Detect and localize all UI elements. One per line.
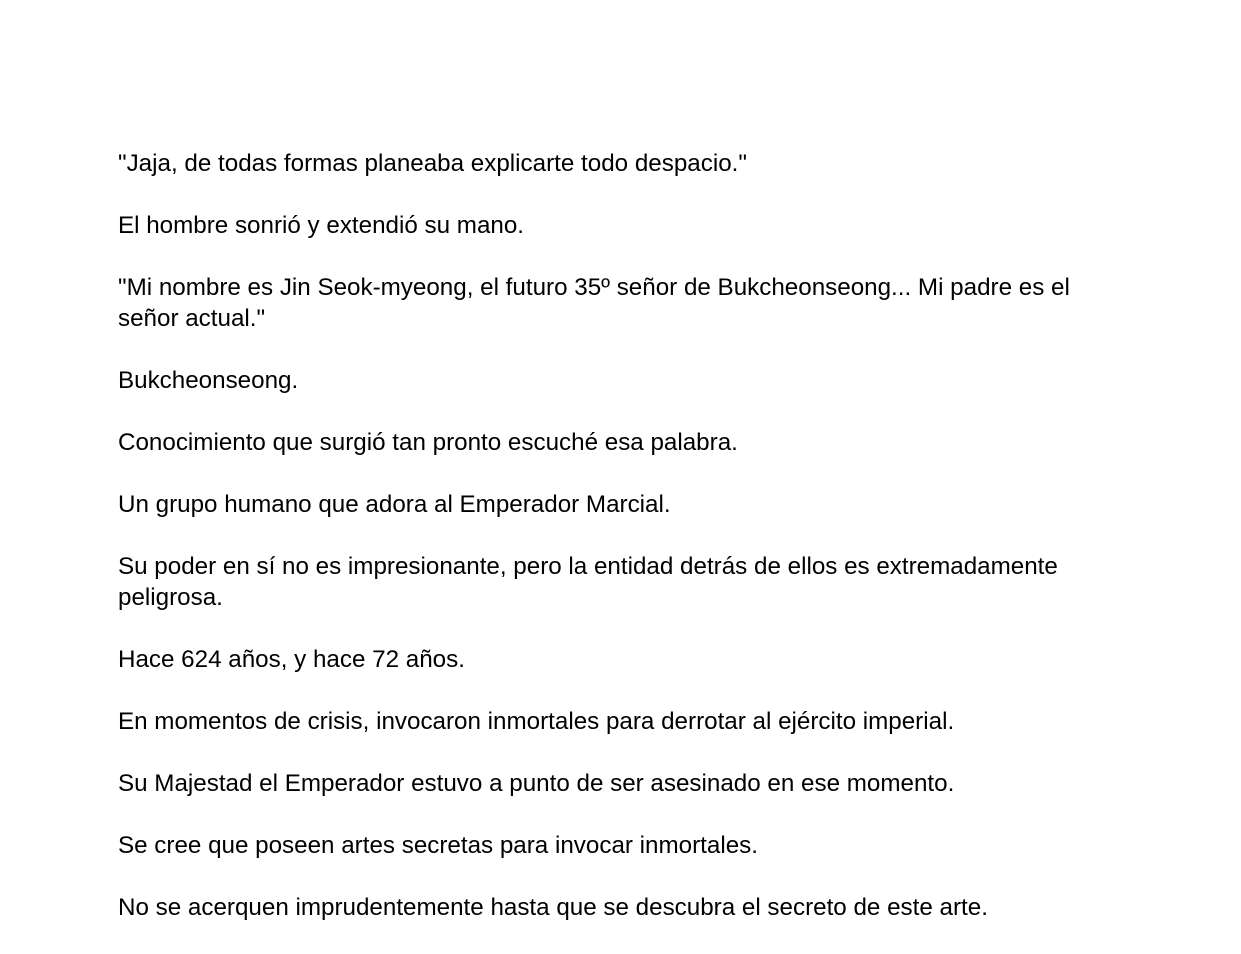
paragraph: Conocimiento que surgió tan pronto escuché esa palabra. bbox=[118, 429, 738, 456]
paragraph: En momentos de crisis, invocaron inmortales para derrotar al ejército imperial. bbox=[118, 708, 955, 735]
paragraph: Su Majestad el Emperador estuvo a punto de ser asesinado en ese momento. bbox=[118, 770, 955, 797]
paragraph: Bukcheonseong. bbox=[118, 367, 299, 394]
paragraph: Se cree que poseen artes secretas para invocar inmortales. bbox=[118, 832, 758, 859]
paragraph: "Mi nombre es Jin Seok-myeong, el futuro 35º señor de Bukcheonseong... Mi padre es el señor actual." bbox=[118, 274, 1070, 332]
paragraph: Su poder en sí no es impresionante, pero la entidad detrás de ellos es extremadamente peligrosa. bbox=[118, 553, 1058, 611]
paragraph: Hace 624 años, y hace 72 años. bbox=[118, 646, 465, 673]
paragraph: No se acerquen imprudentemente hasta que se descubra el secreto de este arte. bbox=[118, 894, 988, 921]
paragraph: "Jaja, de todas formas planeaba explicarte todo despacio." bbox=[118, 150, 747, 177]
paragraph: El hombre sonrió y extendió su mano. bbox=[118, 212, 525, 239]
document-page bbox=[118, 148, 1128, 954]
paragraph: Un grupo humano que adora al Emperador Marcial. bbox=[118, 491, 671, 518]
